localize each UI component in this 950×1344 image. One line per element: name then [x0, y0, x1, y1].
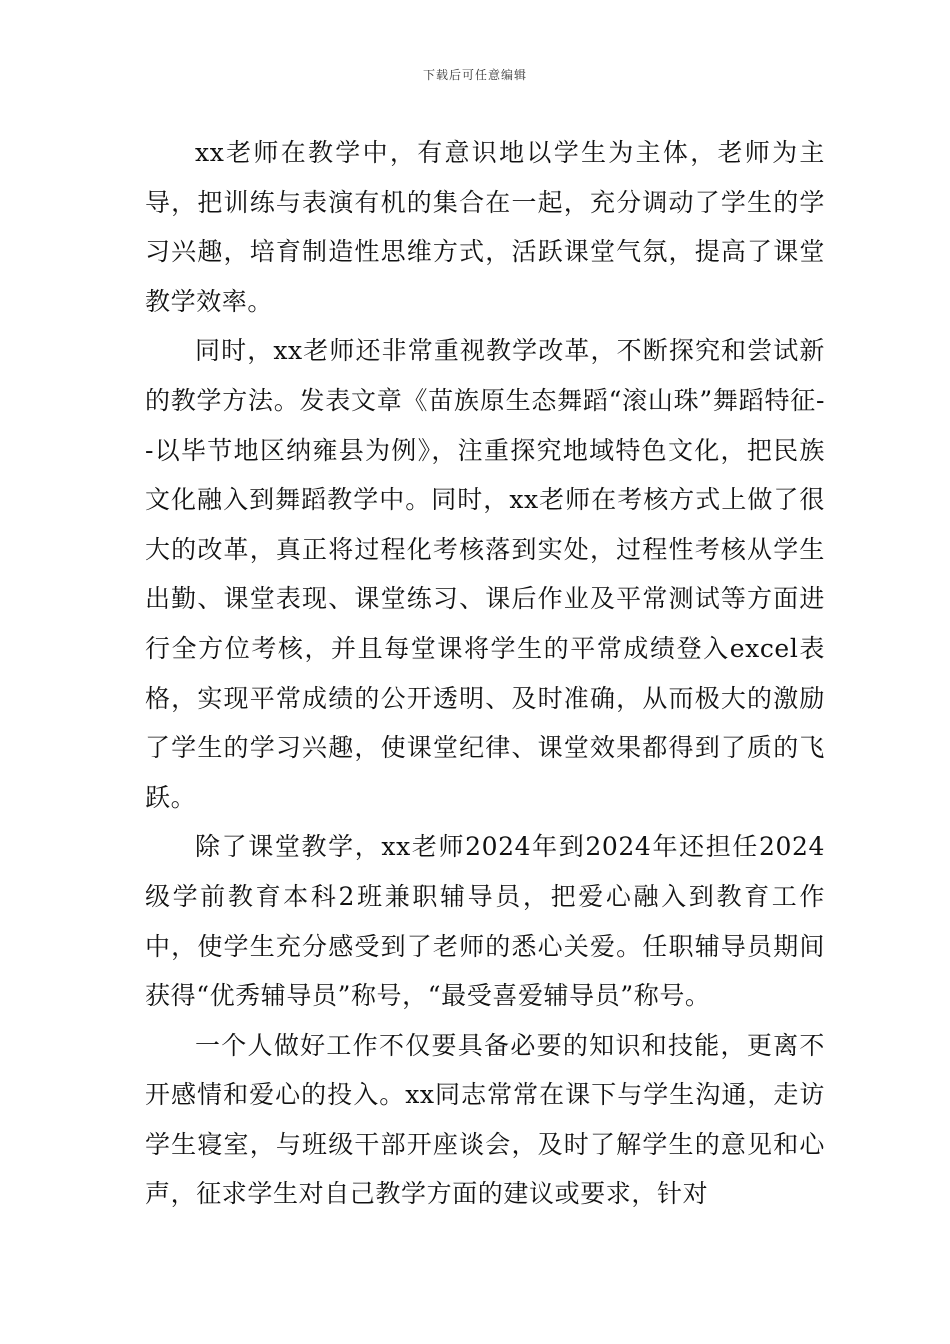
document-body [145, 128, 825, 1219]
paragraph-teaching-approach: xx老师在教学中，有意识地以学生为主体，老师为主导，把训练与表演有机的集合在一起，充分调动了学生的学习兴趣，培育制造性思维方式，活跃课堂气氛，提高了课堂教学效率。 [145, 138, 825, 316]
paragraph-counselor-role: 除了课堂教学，xx老师2024年到2024年还担任2024级学前教育本科2班兼职辅导员，把爱心融入到教育工作中，使学生充分感受到了老师的悉心关爱。任职辅导员期间获得“优秀辅导员”称号，“最受喜爱辅导员”称号。 [145, 832, 825, 1011]
page-header-note: 下载后可任意编辑 [422, 68, 527, 82]
paragraph-teaching-reform: 同时，xx老师还非常重视教学改革，不断探究和尝试新的教学方法。发表文章《苗族原生态舞蹈“滚山珠”舞蹈特征--以毕节地区纳雍县为例》，注重探究地域特色文化，把民族文化融入到舞蹈教学中。同时，xx老师在考核方式上做了很大的改革，真正将过程化考核落到实处，过程性考核从学生出勤、课堂表现、课堂练习、课后作业及平常测试等方面进行全方位考核，并且每堂课将学生的平常成绩登入excel表格，实现平常成绩的公开透明、及时准确，从而极大的激励了学生的学习兴趣，使课堂纪律、课堂效果都得到了质的飞跃。 [145, 336, 825, 812]
paragraph-student-care: 一个人做好工作不仅要具备必要的知识和技能，更离不开感情和爱心的投入。xx同志常常在课下与学生沟通，走访学生寝室，与班级干部开座谈会，及时了解学生的意见和心声，征求学生对自己教学方面的建议或要求，针对 [145, 1030, 825, 1209]
